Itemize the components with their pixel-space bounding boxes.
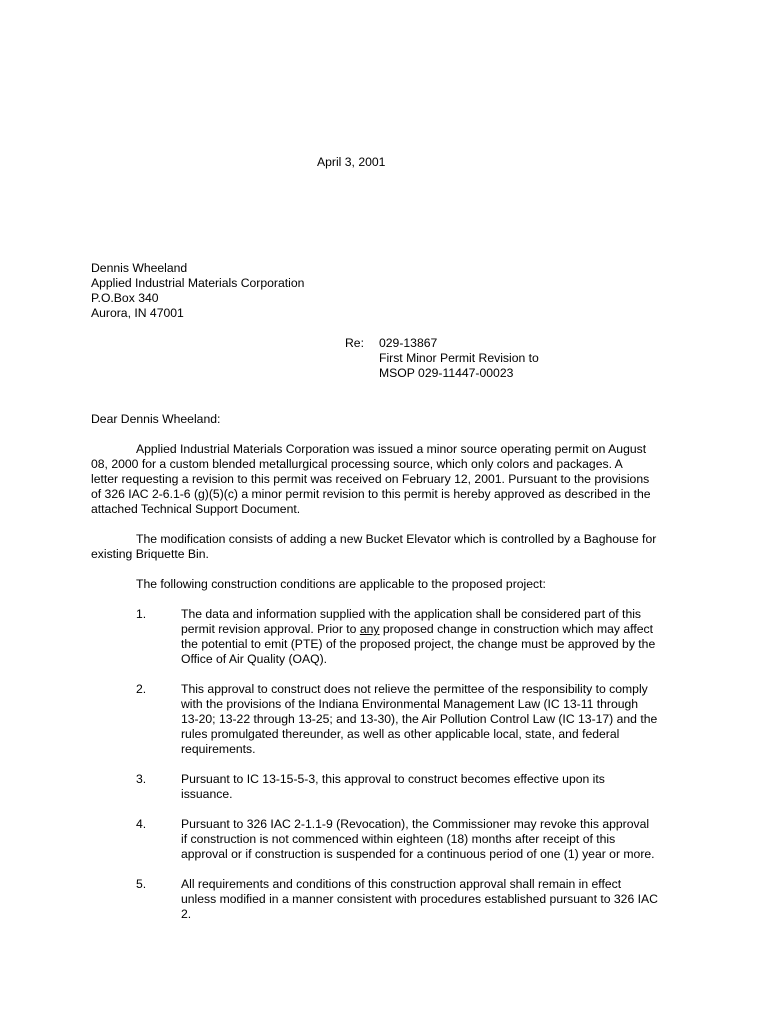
reference-label: Re: bbox=[345, 336, 364, 350]
condition-line: approval or if construction is suspended for a continuous period of one (1) year or more. bbox=[181, 847, 655, 861]
paragraph-line: 08, 2000 for a custom blended metallurgical processing source, which only colors and packages. A bbox=[91, 457, 623, 471]
underlined-word: any bbox=[359, 622, 380, 636]
address-line: Applied Industrial Materials Corporation bbox=[91, 276, 305, 290]
condition-line: The data and information supplied with the application shall be considered part of this bbox=[181, 607, 642, 621]
reference-line: MSOP 029-11447-00023 bbox=[379, 366, 514, 380]
letter-date: April 3, 2001 bbox=[317, 155, 386, 169]
condition-line: Pursuant to IC 13-15-5-3, this approval to construct becomes effective upon its bbox=[181, 772, 605, 786]
paragraph-modification bbox=[91, 532, 683, 562]
reference-lines bbox=[379, 336, 539, 381]
condition-line bbox=[181, 622, 684, 637]
condition-line: unless modified in a manner consistent with procedures established pursuant to 326 IAC bbox=[181, 892, 658, 906]
paragraph-conditions-intro bbox=[91, 577, 683, 592]
paragraph-line: of 326 IAC 2-6.1-6 (g)(5)(c) a minor permit revision to this permit is hereby approved as described in the bbox=[91, 487, 651, 501]
paragraph-line: The following construction conditions are applicable to the proposed project: bbox=[136, 577, 546, 591]
recipient-address bbox=[91, 261, 304, 321]
condition-text bbox=[181, 772, 684, 802]
condition-line: 2. bbox=[181, 907, 192, 921]
condition-line: This approval to construct does not relieve the permittee of the responsibility to comply bbox=[181, 682, 648, 696]
condition-line: issuance. bbox=[181, 787, 233, 801]
condition-number: 4. bbox=[136, 817, 147, 831]
paragraph-permit-issued bbox=[91, 442, 683, 517]
condition-text bbox=[181, 817, 684, 862]
condition-line: with the provisions of the Indiana Environmental Management Law (IC 13-11 through bbox=[181, 697, 639, 711]
paragraph-line: The modification consists of adding a new Bucket Elevator which is controlled by a Baghouse for bbox=[136, 532, 657, 546]
address-line: Aurora, IN 47001 bbox=[91, 306, 184, 320]
paragraph-line: Applied Industrial Materials Corporation was issued a minor source operating permit on August bbox=[136, 442, 647, 456]
condition-line: the potential to emit (PTE) of the proposed project, the change must be approved by the bbox=[181, 637, 656, 651]
condition-text-segment: permit revision approval. Prior to bbox=[181, 622, 360, 636]
address-line: Dennis Wheeland bbox=[91, 261, 188, 275]
condition-line: rules promulgated thereunder, as well as other applicable local, state, and federal bbox=[181, 727, 620, 741]
salutation: Dear Dennis Wheeland: bbox=[91, 412, 221, 426]
paragraph-line: letter requesting a revision to this permit was received on February 12, 2001. Pursuant to the provisions bbox=[91, 472, 650, 486]
condition-text-segment: proposed change in construction which may affect bbox=[379, 622, 653, 636]
condition-number: 1. bbox=[136, 607, 147, 621]
condition-line: All requirements and conditions of this construction approval shall remain in effect bbox=[181, 877, 622, 891]
condition-line: 13-20; 13-22 through 13-25; and 13-30), the Air Pollution Control Law (IC 13-17) and the bbox=[181, 712, 658, 726]
condition-text bbox=[181, 682, 684, 757]
condition-number: 2. bbox=[136, 682, 147, 696]
condition-text bbox=[181, 607, 684, 667]
paragraph-line: attached Technical Support Document. bbox=[91, 502, 301, 516]
paragraph-line: existing Briquette Bin. bbox=[91, 547, 209, 561]
condition-line: if construction is not commenced within eighteen (18) months after receipt of this bbox=[181, 832, 616, 846]
reference-line: 029-13867 bbox=[379, 336, 438, 350]
condition-number: 3. bbox=[136, 772, 147, 786]
condition-number: 5. bbox=[136, 877, 147, 891]
reference-line: First Minor Permit Revision to bbox=[379, 351, 539, 365]
condition-text bbox=[181, 877, 684, 922]
condition-line: requirements. bbox=[181, 742, 256, 756]
condition-line: Office of Air Quality (OAQ). bbox=[181, 652, 328, 666]
address-line: P.O.Box 340 bbox=[91, 291, 159, 305]
condition-line: Pursuant to 326 IAC 2-1.1-9 (Revocation), the Commissioner may revoke this approval bbox=[181, 817, 650, 831]
